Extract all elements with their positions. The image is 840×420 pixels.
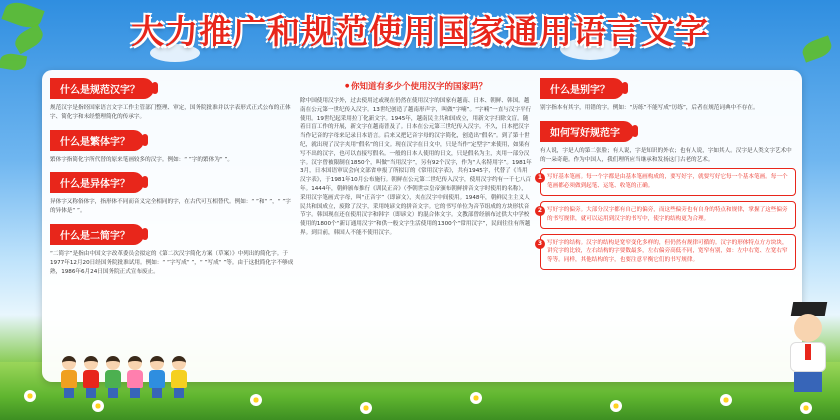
leaf-decoration — [0, 52, 27, 72]
right-column — [537, 70, 796, 275]
section-text: 繁体字指简化字所代替的原来笔画较多的汉字。例如：“ ”字的繁体为“ ”。 — [50, 156, 233, 163]
flower-decoration — [610, 400, 622, 412]
left-column — [50, 70, 296, 276]
child-figure — [148, 356, 166, 398]
question-heading: ● 你知道有多少个使用汉字的国家吗？ — [300, 80, 532, 92]
section-text: 别字指本有其字，用错的字。例如：“历练”不能写成“厉练”，后者在规范词典中不存在。 — [540, 105, 759, 111]
content-panel — [42, 70, 802, 382]
flower-decoration — [24, 390, 36, 402]
tip-box — [537, 234, 796, 270]
section-write-well — [540, 113, 796, 165]
section-text: 有人说，字是人的第二张脸；有人说，字是知识的外衣；也有人说，字如其人。汉字是人类文字艺术中的一朵奇葩。作为中国人，我们理所应当继承和发扬这门古老的艺术。 — [540, 147, 792, 163]
question-text: 除中国使用汉字外，过去使用过或现在仍然在使用汉字的国家有越南、日本、朝鲜、韩国。越南在公元第一世纪传入汉字。13世纪创造了越南形声字，叫做“字喃”。“字喃”一直与汉字平行使用。19世纪起采用拉丁化新文字。1945年，越南民主共和国成立，用新文字扫除文盲。随着日盲工作的开展，新文字在越南普及了。日本在公元第三世纪传入汉字。不久，日本把汉字当作记音的字母来记录日本语言。后来又把记音字母的汉字简化，创造出“假名”。到了第十世纪，就出现了汉字夹用“假名”的日文。现在汉字在日文中，只是当作“定型字”来使用，如果有写不出的汉字，也可以直接写假名。一般的日本人使用的日文，只是假名为主，夹用一部分汉字。汉字曾被限制在1850个，叫做“当用汉字”，另有92个汉字，作为“人名特用字”。1981年3月，日本国语审议会向文部省申报了所拟订的《常用汉字表》，共有1945字，代替了《当用汉字表》，于1981年10月公布施行。朝鲜在公元第二世纪传入汉字，使用汉字约有一千七八百年。1444年，朝鲜颁布推行《训民正音》（李朝世宗皇帝颁布朝鲜拼音文字时使用的名称），采用汉字笔画式字母，叫“正音字”（即谚文），夹在汉字中间使用。1948年，朝鲜民主主义人民共和国成立，废除了汉字，采用纯谚文的拼音文字。它的书写单位为音节组成的方块形状音节字。韩国现在还在使用汉字和韩字（即谚文）的混合体文字。文教部曾经颁布过供大中学校使用的1800个“新订通用汉字”和供一般文字生活使用的1300个“常用汉字”，民间往往有所越界。到目前，韩国人不能不使用汉字。 — [300, 98, 532, 236]
section-heading: 如何写好规范字 — [540, 121, 634, 142]
tip-number: 2 — [535, 206, 545, 216]
section-text: 规范汉字是指经国家语言文字工作主管部门整理、审定，国务院批准并以字表形式正式公布的正体字、简化字和未经整理简化的传承字。 — [50, 105, 291, 120]
flower-decoration — [92, 400, 104, 412]
section-heading: 什么是规范汉字？ — [50, 78, 154, 99]
tip-text: 写好字的偏旁。大部分汉字都有自己的偏旁，而这些偏旁也有自身的特点和规律，掌握了这些偏旁的书写规律，就可以运用到汉字的书写中，使字的结构更为合理。 — [547, 206, 788, 222]
child-figure — [104, 356, 122, 398]
section-text: “二简字”是指由中国文字改革委员会拟定的《第二次汉字简化方案（草案）》中列出的简化字。于1977年12月20日经国务院批准试用。例如：“ ”字写成“ ”，“ ”写成“ ”等。由于这批简化字不够成熟，1986年6月24日国务院正式宣布废止。 — [50, 250, 294, 275]
section-heading: 什么是繁体字？ — [50, 130, 144, 151]
flower-decoration — [360, 402, 372, 414]
section-second-simplified — [50, 216, 296, 276]
tip-text: 写好基本笔画。每一个字都是由基本笔画构成的，要写好字，就要写好它每一个基本笔画。每一个笔画都必须做到起笔、运笔、收笔的正确。 — [547, 174, 788, 190]
section-variant-chars — [50, 164, 296, 216]
section-text: 异体字又称俗体字，指形体不同而音义完全相同的字，在古代可互相替代。例如：“ ”和“ ”，“ ”字的异体是“ ”。 — [50, 199, 291, 215]
section-heading: 什么是异体字？ — [50, 172, 144, 193]
tip-box — [537, 201, 796, 229]
middle-column — [300, 70, 532, 238]
tip-text: 写好字的结构。汉字的结构是宽窄变化多样的，但仍然有规律可循的。汉字的形体特点方方块块，讲究字的比较，左右结构的字要数最多，左右偏旁高低不同，宽窄有别，如：左中右宽、左宽右窄等等。同样，其他结构的字，也要注意平衡它们的书写规律。 — [547, 239, 788, 264]
tip-number: 3 — [535, 239, 545, 249]
children-illustration — [60, 342, 210, 398]
section-heading: 什么是别字？ — [540, 78, 624, 99]
section-traditional-chars — [50, 122, 296, 165]
flower-decoration — [470, 392, 482, 404]
flower-decoration — [720, 394, 732, 406]
section-wrong-chars — [540, 70, 796, 113]
tip-number: 1 — [535, 173, 545, 183]
section-heading: 什么是二简字？ — [50, 224, 144, 245]
child-figure — [126, 356, 144, 398]
graduate-boy-illustration — [786, 302, 830, 394]
flower-decoration — [800, 402, 812, 414]
child-figure — [170, 356, 188, 398]
section-standard-chars — [50, 70, 296, 122]
child-figure — [82, 356, 100, 398]
tip-box — [537, 168, 796, 196]
flower-decoration — [250, 394, 262, 406]
child-figure — [60, 356, 78, 398]
page-title: 大力推广和规范使用国家通用语言文字 — [131, 12, 709, 51]
